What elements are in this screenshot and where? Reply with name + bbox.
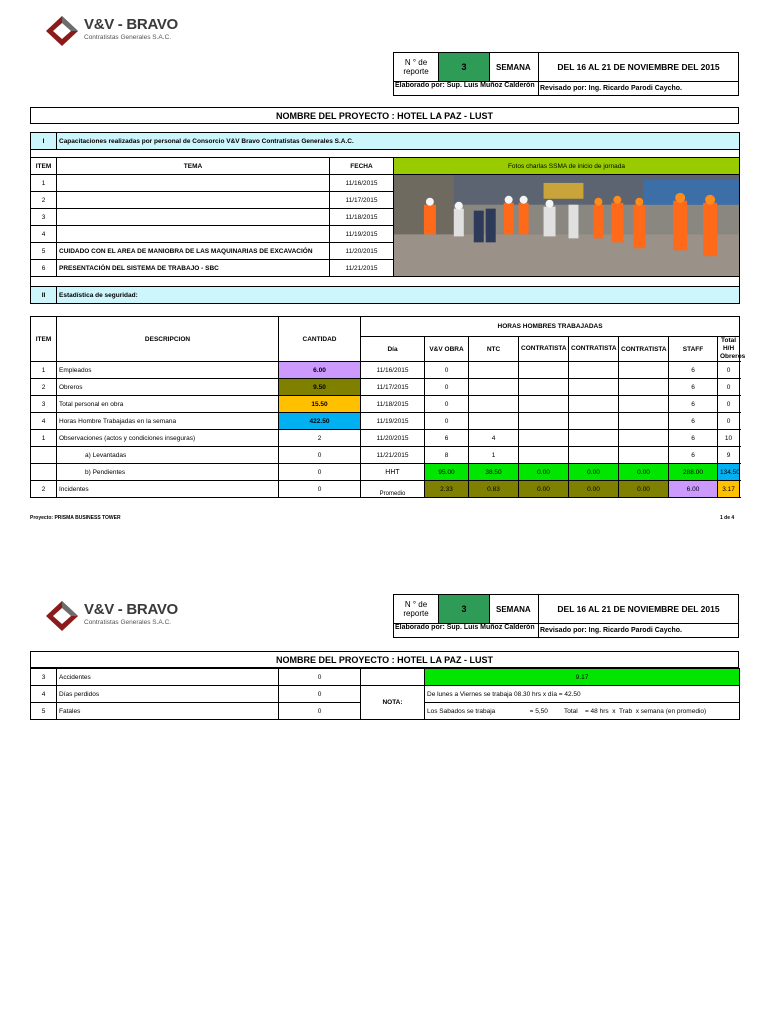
company-name: V&V - BRAVO	[84, 601, 178, 618]
cap-fecha: 11/21/2015	[330, 260, 394, 277]
stat-cantidad: 15.50	[279, 396, 361, 413]
promedio-total: 9.17	[425, 669, 740, 686]
hht-total-obreros: 134.50	[718, 464, 740, 481]
hht-c3	[619, 413, 669, 430]
revisado-por: Revisado por: Ing. Ricardo Parodi Caycho.	[538, 623, 739, 638]
cap-item: 1	[31, 175, 57, 192]
stat-cantidad: 0	[279, 669, 361, 686]
stat-desc: Días perdidos	[57, 686, 279, 703]
section-2-continued-table	[30, 668, 740, 720]
footer-project: Proyecto: PRISMA BUSINESS TOWER	[30, 515, 121, 521]
cap-fecha: 11/18/2015	[330, 209, 394, 226]
hht-dia: 11/20/2015	[361, 430, 425, 447]
stat-desc: Observaciones (actos y condiciones inseguras)	[57, 430, 279, 447]
col-descripcion: DESCRIPCION	[57, 317, 279, 362]
hht-staff: 6	[669, 447, 718, 464]
nota-line-2: Los Sabados se trabaja = 5,50 Total = 48 hrs x Trab x semana (en promedio)	[425, 703, 740, 720]
hht-c1	[519, 447, 569, 464]
hht-col-ntc: NTC	[469, 337, 519, 362]
workers-photo-image	[394, 175, 739, 276]
hht-total-label: HHT	[361, 464, 425, 481]
project-title: NOMBRE DEL PROYECTO : HOTEL LA PAZ - LUST	[30, 107, 739, 124]
hht-vv: 0	[425, 379, 469, 396]
hht-vv: 6	[425, 430, 469, 447]
cap-tema	[57, 175, 330, 192]
report-page-2	[0, 585, 768, 735]
hht-staff: 6	[669, 413, 718, 430]
stat-cantidad: 6.00	[279, 362, 361, 379]
stat-cantidad: 0	[279, 447, 361, 464]
hht-c1	[519, 413, 569, 430]
hht-total-staff: 288.00	[669, 464, 718, 481]
stat-desc: Accidentes	[57, 669, 279, 686]
semana-label: SEMANA	[489, 594, 539, 624]
footer-page: 1 de 4	[720, 515, 735, 521]
hht-col-contratista: CONTRATISTA	[569, 337, 619, 362]
cap-item: 3	[31, 209, 57, 226]
stat-item: 4	[31, 686, 57, 703]
stat-cantidad: 0	[279, 703, 361, 720]
stat-desc: b) Pendientes	[57, 464, 279, 481]
hht-total: 0	[718, 379, 740, 396]
company-logo	[44, 595, 178, 637]
prom-vv: 2.33	[425, 481, 469, 498]
company-subtitle: Contratistas Generales S.A.C.	[84, 619, 172, 626]
hht-c2	[569, 379, 619, 396]
hht-c3	[619, 362, 669, 379]
col-fotos: Fotos charlas SSMA de inicio de jornada	[394, 158, 740, 175]
elaborado-por	[393, 623, 539, 638]
hht-c1	[519, 362, 569, 379]
hht-col-total: Total H/H Obreros	[718, 337, 740, 362]
stat-desc: Incidentes	[57, 481, 279, 498]
project-title: NOMBRE DEL PROYECTO : HOTEL LA PAZ - LUST	[30, 651, 739, 668]
section-1-title: Capacitaciones realizadas por personal de Consorcio V&V Bravo Contratistas Generales S.A.C.	[57, 133, 740, 150]
section-2-table	[30, 316, 746, 498]
hht-c3	[619, 396, 669, 413]
cap-item: 6	[31, 260, 57, 277]
hht-col-dia: Día	[361, 337, 425, 362]
hht-vv: 0	[425, 396, 469, 413]
semana-label: SEMANA	[489, 52, 539, 82]
hht-dia: 11/17/2015	[361, 379, 425, 396]
hht-title: HORAS HOMBRES TRABAJADAS	[361, 317, 740, 337]
cap-fecha: 11/19/2015	[330, 226, 394, 243]
stat-cantidad: 0	[279, 686, 361, 703]
hht-ntc	[469, 413, 519, 430]
hht-total-c1: 0.00	[519, 464, 569, 481]
col-cantidad: CANTIDAD	[279, 317, 361, 362]
stat-item: 3	[31, 669, 57, 686]
report-number-label: N ° de reporte	[393, 594, 439, 624]
cap-tema	[57, 192, 330, 209]
stat-cantidad: 2	[279, 430, 361, 447]
section-1-number: I	[31, 133, 57, 150]
hht-c2	[569, 396, 619, 413]
stat-desc: Obreros	[57, 379, 279, 396]
hht-c2	[569, 413, 619, 430]
prom-staff: 6.00	[669, 481, 718, 498]
cap-fecha: 11/16/2015	[330, 175, 394, 192]
hht-col-contratista: CONTRATISTA	[619, 337, 669, 362]
company-logo	[44, 10, 178, 52]
report-number: 3	[438, 52, 490, 82]
prom-total: 3.17	[718, 481, 740, 498]
elaborado-text: Elaborado por: Sup. Luis Muñoz Calderón	[395, 624, 535, 631]
stat-item: 3	[31, 396, 57, 413]
stat-cantidad: 0	[279, 481, 361, 498]
hht-total-ntc: 38.50	[469, 464, 519, 481]
col-tema: TEMA	[57, 158, 330, 175]
hht-c3	[619, 447, 669, 464]
revisado-por: Revisado por: Ing. Ricardo Parodi Caycho.	[538, 81, 739, 96]
stat-item: 1	[31, 362, 57, 379]
stat-desc: Empleados	[57, 362, 279, 379]
hht-dia: 11/19/2015	[361, 413, 425, 430]
stat-item: 2	[31, 481, 57, 498]
cap-fecha: 11/20/2015	[330, 243, 394, 260]
promedio-label: Promedio	[361, 481, 425, 498]
hht-vv: 0	[425, 413, 469, 430]
hht-total: 9	[718, 447, 740, 464]
hht-total: 0	[718, 413, 740, 430]
cap-tema: PRESENTACIÓN DEL SISTEMA DE TRABAJO - SBC	[57, 260, 330, 277]
hht-dia: 11/21/2015	[361, 447, 425, 464]
section-2-number: II	[31, 287, 57, 304]
stat-item: 2	[31, 379, 57, 396]
hht-c2	[569, 430, 619, 447]
elaborado-text: Elaborado por: Sup. Luis Muñoz Calderón	[395, 82, 535, 89]
report-number: 3	[438, 594, 490, 624]
hht-c2	[569, 362, 619, 379]
hht-total: 0	[718, 396, 740, 413]
hht-ntc	[469, 379, 519, 396]
col-item: ITEM	[31, 158, 57, 175]
section-2-title: Estadística de seguridad:	[57, 287, 740, 304]
stat-cantidad: 9.50	[279, 379, 361, 396]
hht-vv: 8	[425, 447, 469, 464]
cap-fecha: 11/17/2015	[330, 192, 394, 209]
hht-c2	[569, 447, 619, 464]
cap-item: 4	[31, 226, 57, 243]
hht-dia: 11/16/2015	[361, 362, 425, 379]
company-subtitle: Contratistas Generales S.A.C.	[84, 34, 172, 41]
stat-desc: Fatales	[57, 703, 279, 720]
semana-value: DEL 16 AL 21 DE NOVIEMBRE DEL 2015	[538, 52, 739, 82]
report-number-label: N ° de reporte	[393, 52, 439, 82]
stat-item	[31, 464, 57, 481]
safety-talk-photo	[394, 175, 740, 277]
prom-c2: 0.00	[569, 481, 619, 498]
stat-desc: Horas Hombre Trabajadas en la semana	[57, 413, 279, 430]
stat-item: 1	[31, 430, 57, 447]
hht-staff: 6	[669, 430, 718, 447]
hht-staff: 6	[669, 362, 718, 379]
hht-ntc: 4	[469, 430, 519, 447]
cap-item: 5	[31, 243, 57, 260]
elaborado-por	[393, 81, 539, 96]
semana-value: DEL 16 AL 21 DE NOVIEMBRE DEL 2015	[538, 594, 739, 624]
prom-ntc: 0.83	[469, 481, 519, 498]
hht-c3	[619, 379, 669, 396]
hht-staff: 6	[669, 396, 718, 413]
hht-total: 10	[718, 430, 740, 447]
stat-desc: Total personal en obra	[57, 396, 279, 413]
section-1-table	[30, 132, 740, 304]
hht-col-staff: STAFF	[669, 337, 718, 362]
hht-col-vv: V&V OBRA	[425, 337, 469, 362]
cap-tema: CUIDADO CON EL AREA DE MANIOBRA DE LAS MAQUINARIAS DE EXCAVACIÓN	[57, 243, 330, 260]
hht-total-c3: 0.00	[619, 464, 669, 481]
hht-total-vv: 95.00	[425, 464, 469, 481]
col-fecha: FECHA	[330, 158, 394, 175]
logo-diamond-icon	[44, 599, 80, 637]
logo-diamond-icon	[44, 14, 80, 52]
hht-total-c2: 0.00	[569, 464, 619, 481]
col-item: ITEM	[31, 317, 57, 362]
hht-ntc: 1	[469, 447, 519, 464]
cap-item: 2	[31, 192, 57, 209]
cap-tema	[57, 226, 330, 243]
hht-c3	[619, 430, 669, 447]
stat-cantidad: 422.50	[279, 413, 361, 430]
stat-item: 4	[31, 413, 57, 430]
stat-cantidad: 0	[279, 464, 361, 481]
nota-label: NOTA:	[361, 686, 425, 720]
cap-tema	[57, 209, 330, 226]
hht-ntc	[469, 396, 519, 413]
stat-desc: a) Levantadas	[57, 447, 279, 464]
stat-item: 5	[31, 703, 57, 720]
hht-ntc	[469, 362, 519, 379]
nota-line-1: De lunes a Viernes se trabaja 08.30 hrs x día = 42.50	[425, 686, 740, 703]
company-name: V&V - BRAVO	[84, 16, 178, 33]
hht-staff: 6	[669, 379, 718, 396]
hht-dia: 11/18/2015	[361, 396, 425, 413]
prom-c3: 0.00	[619, 481, 669, 498]
hht-col-contratista: CONTRATISTA	[519, 337, 569, 362]
hht-total: 0	[718, 362, 740, 379]
hht-vv: 0	[425, 362, 469, 379]
stat-item	[31, 447, 57, 464]
hht-c1	[519, 430, 569, 447]
hht-c1	[519, 379, 569, 396]
hht-c1	[519, 396, 569, 413]
prom-c1: 0.00	[519, 481, 569, 498]
